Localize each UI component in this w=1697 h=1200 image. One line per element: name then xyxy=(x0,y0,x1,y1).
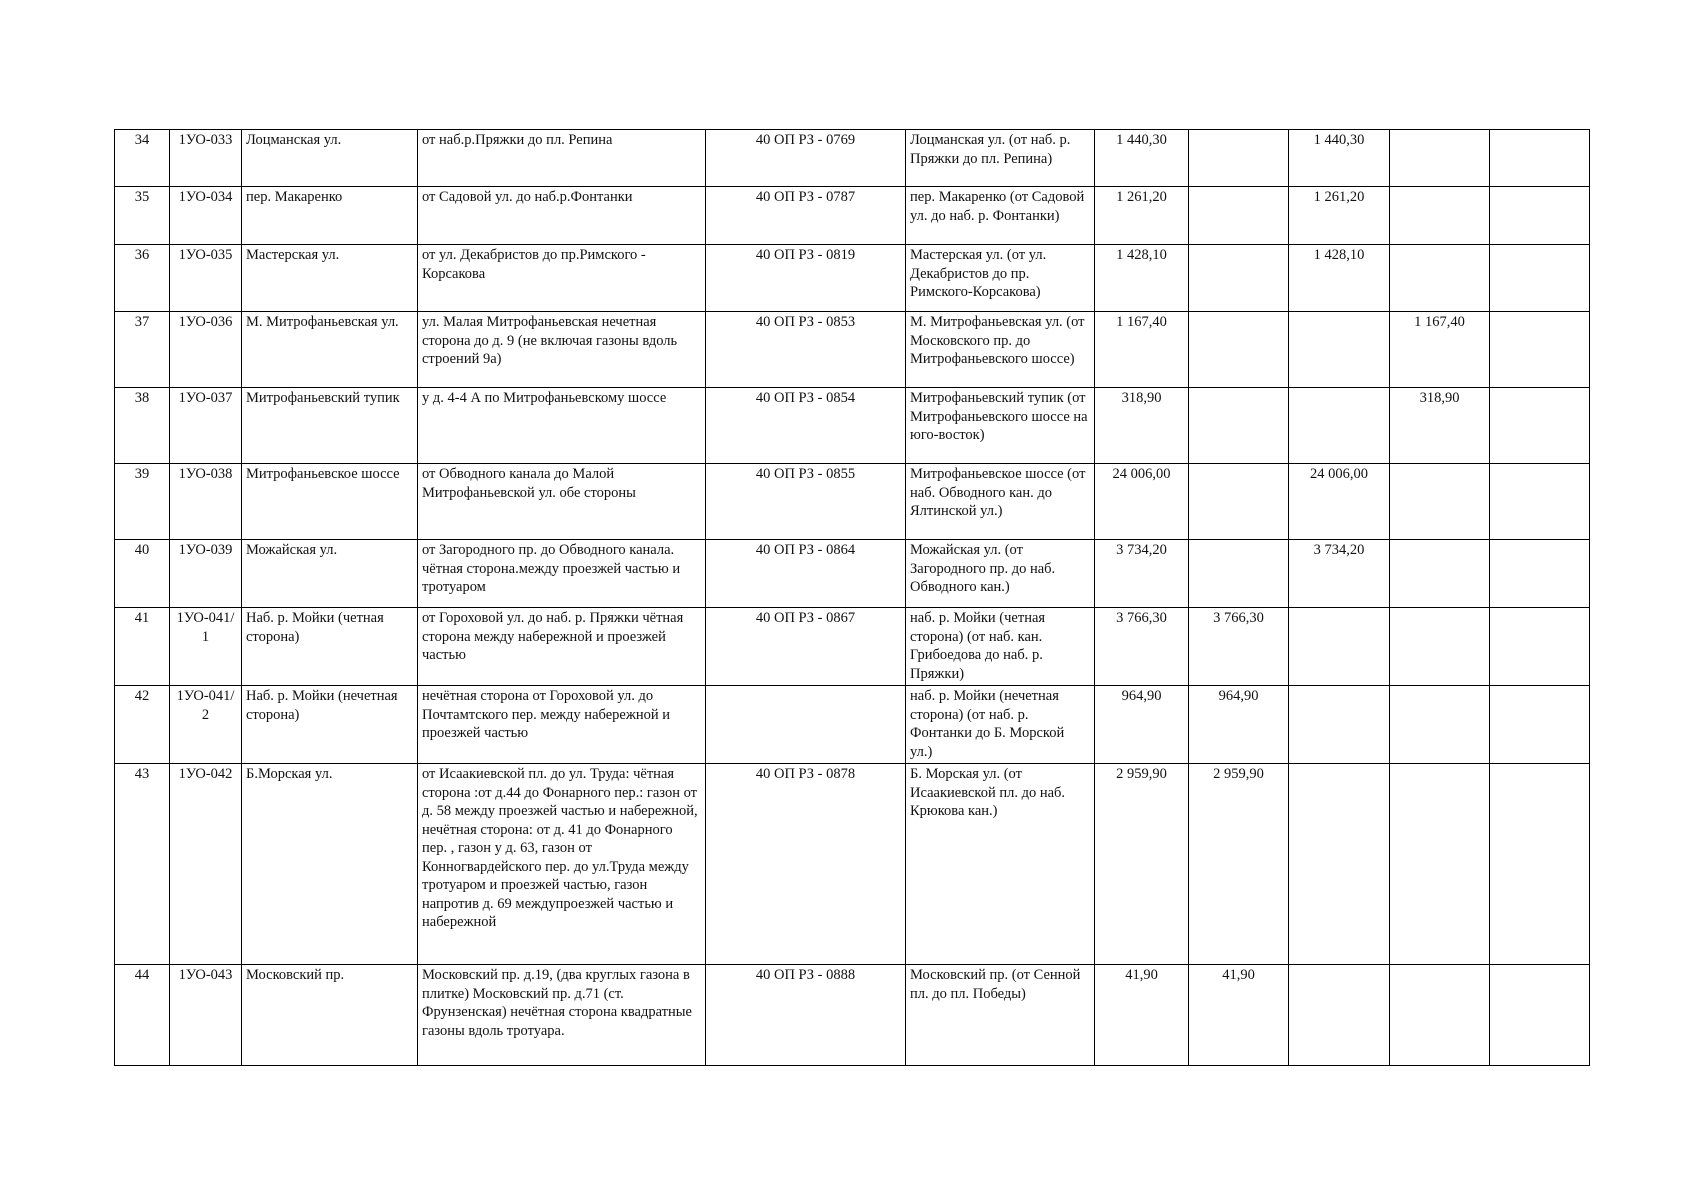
street-name-cell: Можайская ул. xyxy=(242,540,418,608)
location-description-cell: ул. Малая Митрофаньевская нечетная сторона до д. 9 (не включая газоны вдоль строений 9а) xyxy=(418,312,706,388)
total-area-cell: 3 766,30 xyxy=(1095,608,1189,686)
row-number-cell: 40 xyxy=(115,540,170,608)
object-code-cell: 1УО-041/2 xyxy=(170,686,242,764)
table-body xyxy=(115,130,1590,1066)
area-column-3-cell xyxy=(1390,608,1490,686)
table-row xyxy=(115,965,1590,1066)
area-column-4-cell xyxy=(1490,540,1590,608)
total-area-cell: 318,90 xyxy=(1095,388,1189,464)
area-column-4-cell xyxy=(1490,608,1590,686)
area-column-2-cell xyxy=(1289,388,1390,464)
total-area-cell: 41,90 xyxy=(1095,965,1189,1066)
total-area-cell: 1 167,40 xyxy=(1095,312,1189,388)
road-full-name-cell: Б. Морская ул. (от Исаакиевской пл. до наб. Крюкова кан.) xyxy=(906,764,1095,965)
area-column-2-cell: 24 006,00 xyxy=(1289,464,1390,540)
area-column-2-cell xyxy=(1289,312,1390,388)
registry-number-cell: 40 ОП РЗ - 0769 xyxy=(706,130,906,187)
roads-registry-table xyxy=(114,129,1590,1066)
street-name-cell: Мастерская ул. xyxy=(242,245,418,312)
registry-number-cell: 40 ОП РЗ - 0855 xyxy=(706,464,906,540)
area-column-1-cell xyxy=(1189,245,1289,312)
area-column-2-cell: 1 261,20 xyxy=(1289,187,1390,245)
registry-number-cell: 40 ОП РЗ - 0864 xyxy=(706,540,906,608)
area-column-1-cell xyxy=(1189,388,1289,464)
area-column-3-cell xyxy=(1390,187,1490,245)
area-column-3-cell xyxy=(1390,245,1490,312)
object-code-cell: 1УО-037 xyxy=(170,388,242,464)
location-description-cell: от Садовой ул. до наб.р.Фонтанки xyxy=(418,187,706,245)
street-name-cell: Наб. р. Мойки (четная сторона) xyxy=(242,608,418,686)
registry-number-cell: 40 ОП РЗ - 0888 xyxy=(706,965,906,1066)
area-column-1-cell xyxy=(1189,187,1289,245)
location-description-cell: от ул. Декабристов до пр.Римского - Корсакова xyxy=(418,245,706,312)
area-column-1-cell: 964,90 xyxy=(1189,686,1289,764)
location-description-cell: от Исаакиевской пл. до ул. Труда: чётная сторона :от д.44 до Фонарного пер.: газон от д. 58 между проезжей частью и набережной, нечётная сторона: от д. 41 до Фонарного пер. , газон у д. 63, газон от Конногвардейского пер. до ул.Труда между тротуаром и проезжей частью, газон напротив д. 69 междупроезжей частью и набережной xyxy=(418,764,706,965)
area-column-4-cell xyxy=(1490,245,1590,312)
area-column-2-cell: 3 734,20 xyxy=(1289,540,1390,608)
street-name-cell: пер. Макаренко xyxy=(242,187,418,245)
area-column-2-cell xyxy=(1289,965,1390,1066)
area-column-4-cell xyxy=(1490,130,1590,187)
row-number-cell: 39 xyxy=(115,464,170,540)
area-column-1-cell: 41,90 xyxy=(1189,965,1289,1066)
row-number-cell: 44 xyxy=(115,965,170,1066)
area-column-4-cell xyxy=(1490,388,1590,464)
row-number-cell: 42 xyxy=(115,686,170,764)
location-description-cell: Московский пр. д.19, (два круглых газона в плитке) Московский пр. д.71 (ст. Фрунзенская) нечётная сторона квадратные газоны вдоль тротуара. xyxy=(418,965,706,1066)
area-column-1-cell xyxy=(1189,464,1289,540)
registry-number-cell xyxy=(706,686,906,764)
row-number-cell: 38 xyxy=(115,388,170,464)
road-full-name-cell: наб. р. Мойки (нечетная сторона) (от наб. р. Фонтанки до Б. Морской ул.) xyxy=(906,686,1095,764)
road-full-name-cell: Мастерская ул. (от ул. Декабристов до пр. Римского-Корсакова) xyxy=(906,245,1095,312)
location-description-cell: нечётная сторона от Гороховой ул. до Почтамтского пер. между набережной и проезжей частью xyxy=(418,686,706,764)
location-description-cell: от наб.р.Пряжки до пл. Репина xyxy=(418,130,706,187)
total-area-cell: 964,90 xyxy=(1095,686,1189,764)
total-area-cell: 24 006,00 xyxy=(1095,464,1189,540)
location-description-cell: у д. 4-4 А по Митрофаньевскому шоссе xyxy=(418,388,706,464)
road-full-name-cell: М. Митрофаньевская ул. (от Московского пр. до Митрофаньевского шоссе) xyxy=(906,312,1095,388)
area-column-2-cell: 1 440,30 xyxy=(1289,130,1390,187)
area-column-3-cell xyxy=(1390,965,1490,1066)
object-code-cell: 1УО-034 xyxy=(170,187,242,245)
row-number-cell: 35 xyxy=(115,187,170,245)
row-number-cell: 37 xyxy=(115,312,170,388)
road-full-name-cell: Можайская ул. (от Загородного пр. до наб. Обводного кан.) xyxy=(906,540,1095,608)
road-full-name-cell: пер. Макаренко (от Садовой ул. до наб. р. Фонтанки) xyxy=(906,187,1095,245)
area-column-3-cell xyxy=(1390,540,1490,608)
area-column-2-cell xyxy=(1289,608,1390,686)
area-column-4-cell xyxy=(1490,965,1590,1066)
object-code-cell: 1УО-041/1 xyxy=(170,608,242,686)
table-row xyxy=(115,464,1590,540)
registry-number-cell: 40 ОП РЗ - 0878 xyxy=(706,764,906,965)
area-column-1-cell: 3 766,30 xyxy=(1189,608,1289,686)
area-column-1-cell xyxy=(1189,130,1289,187)
street-name-cell: Митрофаньевское шоссе xyxy=(242,464,418,540)
total-area-cell: 1 440,30 xyxy=(1095,130,1189,187)
area-column-4-cell xyxy=(1490,686,1590,764)
table-row xyxy=(115,312,1590,388)
total-area-cell: 3 734,20 xyxy=(1095,540,1189,608)
object-code-cell: 1УО-033 xyxy=(170,130,242,187)
registry-number-cell: 40 ОП РЗ - 0819 xyxy=(706,245,906,312)
location-description-cell: от Гороховой ул. до наб. р. Пряжки чётная сторона между набережной и проезжей частью xyxy=(418,608,706,686)
table-row xyxy=(115,187,1590,245)
table-row xyxy=(115,388,1590,464)
area-column-3-cell xyxy=(1390,464,1490,540)
area-column-2-cell: 1 428,10 xyxy=(1289,245,1390,312)
table-row xyxy=(115,608,1590,686)
area-column-3-cell: 1 167,40 xyxy=(1390,312,1490,388)
area-column-3-cell xyxy=(1390,764,1490,965)
street-name-cell: М. Митрофаньевская ул. xyxy=(242,312,418,388)
area-column-2-cell xyxy=(1289,764,1390,965)
object-code-cell: 1УО-043 xyxy=(170,965,242,1066)
location-description-cell: от Загородного пр. до Обводного канала. чётная сторона.между проезжей частью и тротуаром xyxy=(418,540,706,608)
road-full-name-cell: Московский пр. (от Сенной пл. до пл. Победы) xyxy=(906,965,1095,1066)
row-number-cell: 34 xyxy=(115,130,170,187)
registry-number-cell: 40 ОП РЗ - 0854 xyxy=(706,388,906,464)
table-row xyxy=(115,130,1590,187)
table-row xyxy=(115,686,1590,764)
area-column-1-cell xyxy=(1189,540,1289,608)
area-column-4-cell xyxy=(1490,464,1590,540)
registry-number-cell: 40 ОП РЗ - 0853 xyxy=(706,312,906,388)
area-column-3-cell xyxy=(1390,130,1490,187)
object-code-cell: 1УО-042 xyxy=(170,764,242,965)
row-number-cell: 41 xyxy=(115,608,170,686)
road-full-name-cell: наб. р. Мойки (четная сторона) (от наб. кан. Грибоедова до наб. р. Пряжки) xyxy=(906,608,1095,686)
total-area-cell: 1 261,20 xyxy=(1095,187,1189,245)
road-full-name-cell: Митрофаньевский тупик (от Митрофаньевского шоссе на юго-восток) xyxy=(906,388,1095,464)
area-column-1-cell: 2 959,90 xyxy=(1189,764,1289,965)
object-code-cell: 1УО-035 xyxy=(170,245,242,312)
street-name-cell: Московский пр. xyxy=(242,965,418,1066)
area-column-4-cell xyxy=(1490,187,1590,245)
table-row xyxy=(115,764,1590,965)
road-full-name-cell: Лоцманская ул. (от наб. р. Пряжки до пл. Репина) xyxy=(906,130,1095,187)
table-row xyxy=(115,245,1590,312)
object-code-cell: 1УО-036 xyxy=(170,312,242,388)
road-full-name-cell: Митрофаньевское шоссе (от наб. Обводного кан. до Ялтинской ул.) xyxy=(906,464,1095,540)
area-column-4-cell xyxy=(1490,312,1590,388)
total-area-cell: 2 959,90 xyxy=(1095,764,1189,965)
registry-number-cell: 40 ОП РЗ - 0867 xyxy=(706,608,906,686)
street-name-cell: Наб. р. Мойки (нечетная сторона) xyxy=(242,686,418,764)
row-number-cell: 36 xyxy=(115,245,170,312)
area-column-3-cell xyxy=(1390,686,1490,764)
area-column-2-cell xyxy=(1289,686,1390,764)
table-row xyxy=(115,540,1590,608)
registry-number-cell: 40 ОП РЗ - 0787 xyxy=(706,187,906,245)
street-name-cell: Б.Морская ул. xyxy=(242,764,418,965)
area-column-1-cell xyxy=(1189,312,1289,388)
area-column-3-cell: 318,90 xyxy=(1390,388,1490,464)
area-column-4-cell xyxy=(1490,764,1590,965)
row-number-cell: 43 xyxy=(115,764,170,965)
total-area-cell: 1 428,10 xyxy=(1095,245,1189,312)
location-description-cell: от Обводного канала до Малой Митрофаньевской ул. обе стороны xyxy=(418,464,706,540)
street-name-cell: Лоцманская ул. xyxy=(242,130,418,187)
object-code-cell: 1УО-038 xyxy=(170,464,242,540)
street-name-cell: Митрофаньевский тупик xyxy=(242,388,418,464)
object-code-cell: 1УО-039 xyxy=(170,540,242,608)
